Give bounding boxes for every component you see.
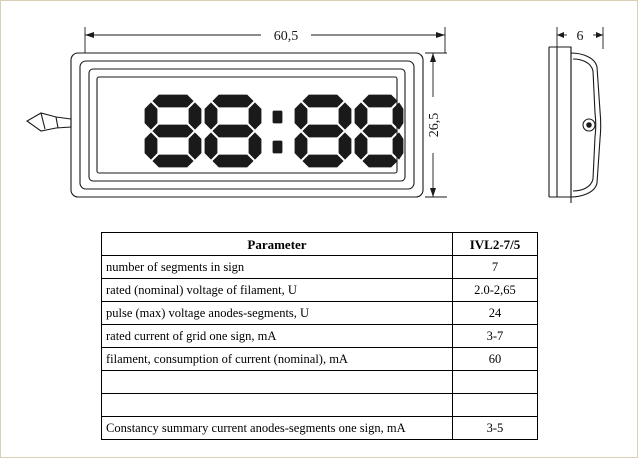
digit-4 [355,95,403,167]
row-parameter [102,371,453,394]
row-parameter: number of segments in sign [102,256,453,279]
dimension-height-label: 26,5 [427,112,442,138]
colon-separator [273,111,282,153]
row-value: 3-7 [452,325,537,348]
row-value: 24 [452,302,537,325]
table-row [102,417,538,440]
row-value [452,394,537,417]
table-row-empty [102,371,538,394]
dimension-width [85,27,445,53]
dimension-depth-label: 6 [576,29,584,44]
table-row [102,348,538,371]
technical-drawing [1,1,638,229]
dimension-width-label: 60,5 [273,29,299,44]
row-value [452,371,537,394]
row-value: 7 [452,256,537,279]
seven-segment-digits [145,95,403,167]
row-parameter [102,394,453,417]
row-parameter: pulse (max) voltage anodes-segments, U [102,302,453,325]
digit-2 [205,95,261,167]
table-row [102,302,538,325]
row-parameter: rated current of grid one sign, mA [102,325,453,348]
table-header-parameter: Parameter [102,233,453,256]
table-row-empty [102,394,538,417]
row-parameter: filament, consumption of current (nominal), mA [102,348,453,371]
row-value: 2.0-2,65 [452,279,537,302]
digit-1 [145,95,201,167]
row-parameter: rated (nominal) voltage of filament, U [102,279,453,302]
table-row [102,325,538,348]
table-row [102,279,538,302]
row-value: 3-5 [452,417,537,440]
digit-3 [295,95,351,167]
table-header-device: IVL2-7/5 [452,233,537,256]
row-parameter: Constancy summary current anodes-segments one sign, mA [102,417,453,440]
drawing-svg [1,1,638,229]
row-value: 60 [452,348,537,371]
table-header-row [102,233,538,256]
side-view [549,27,603,203]
table-row [102,256,538,279]
specification-table [101,232,538,440]
left-pin [27,113,71,131]
